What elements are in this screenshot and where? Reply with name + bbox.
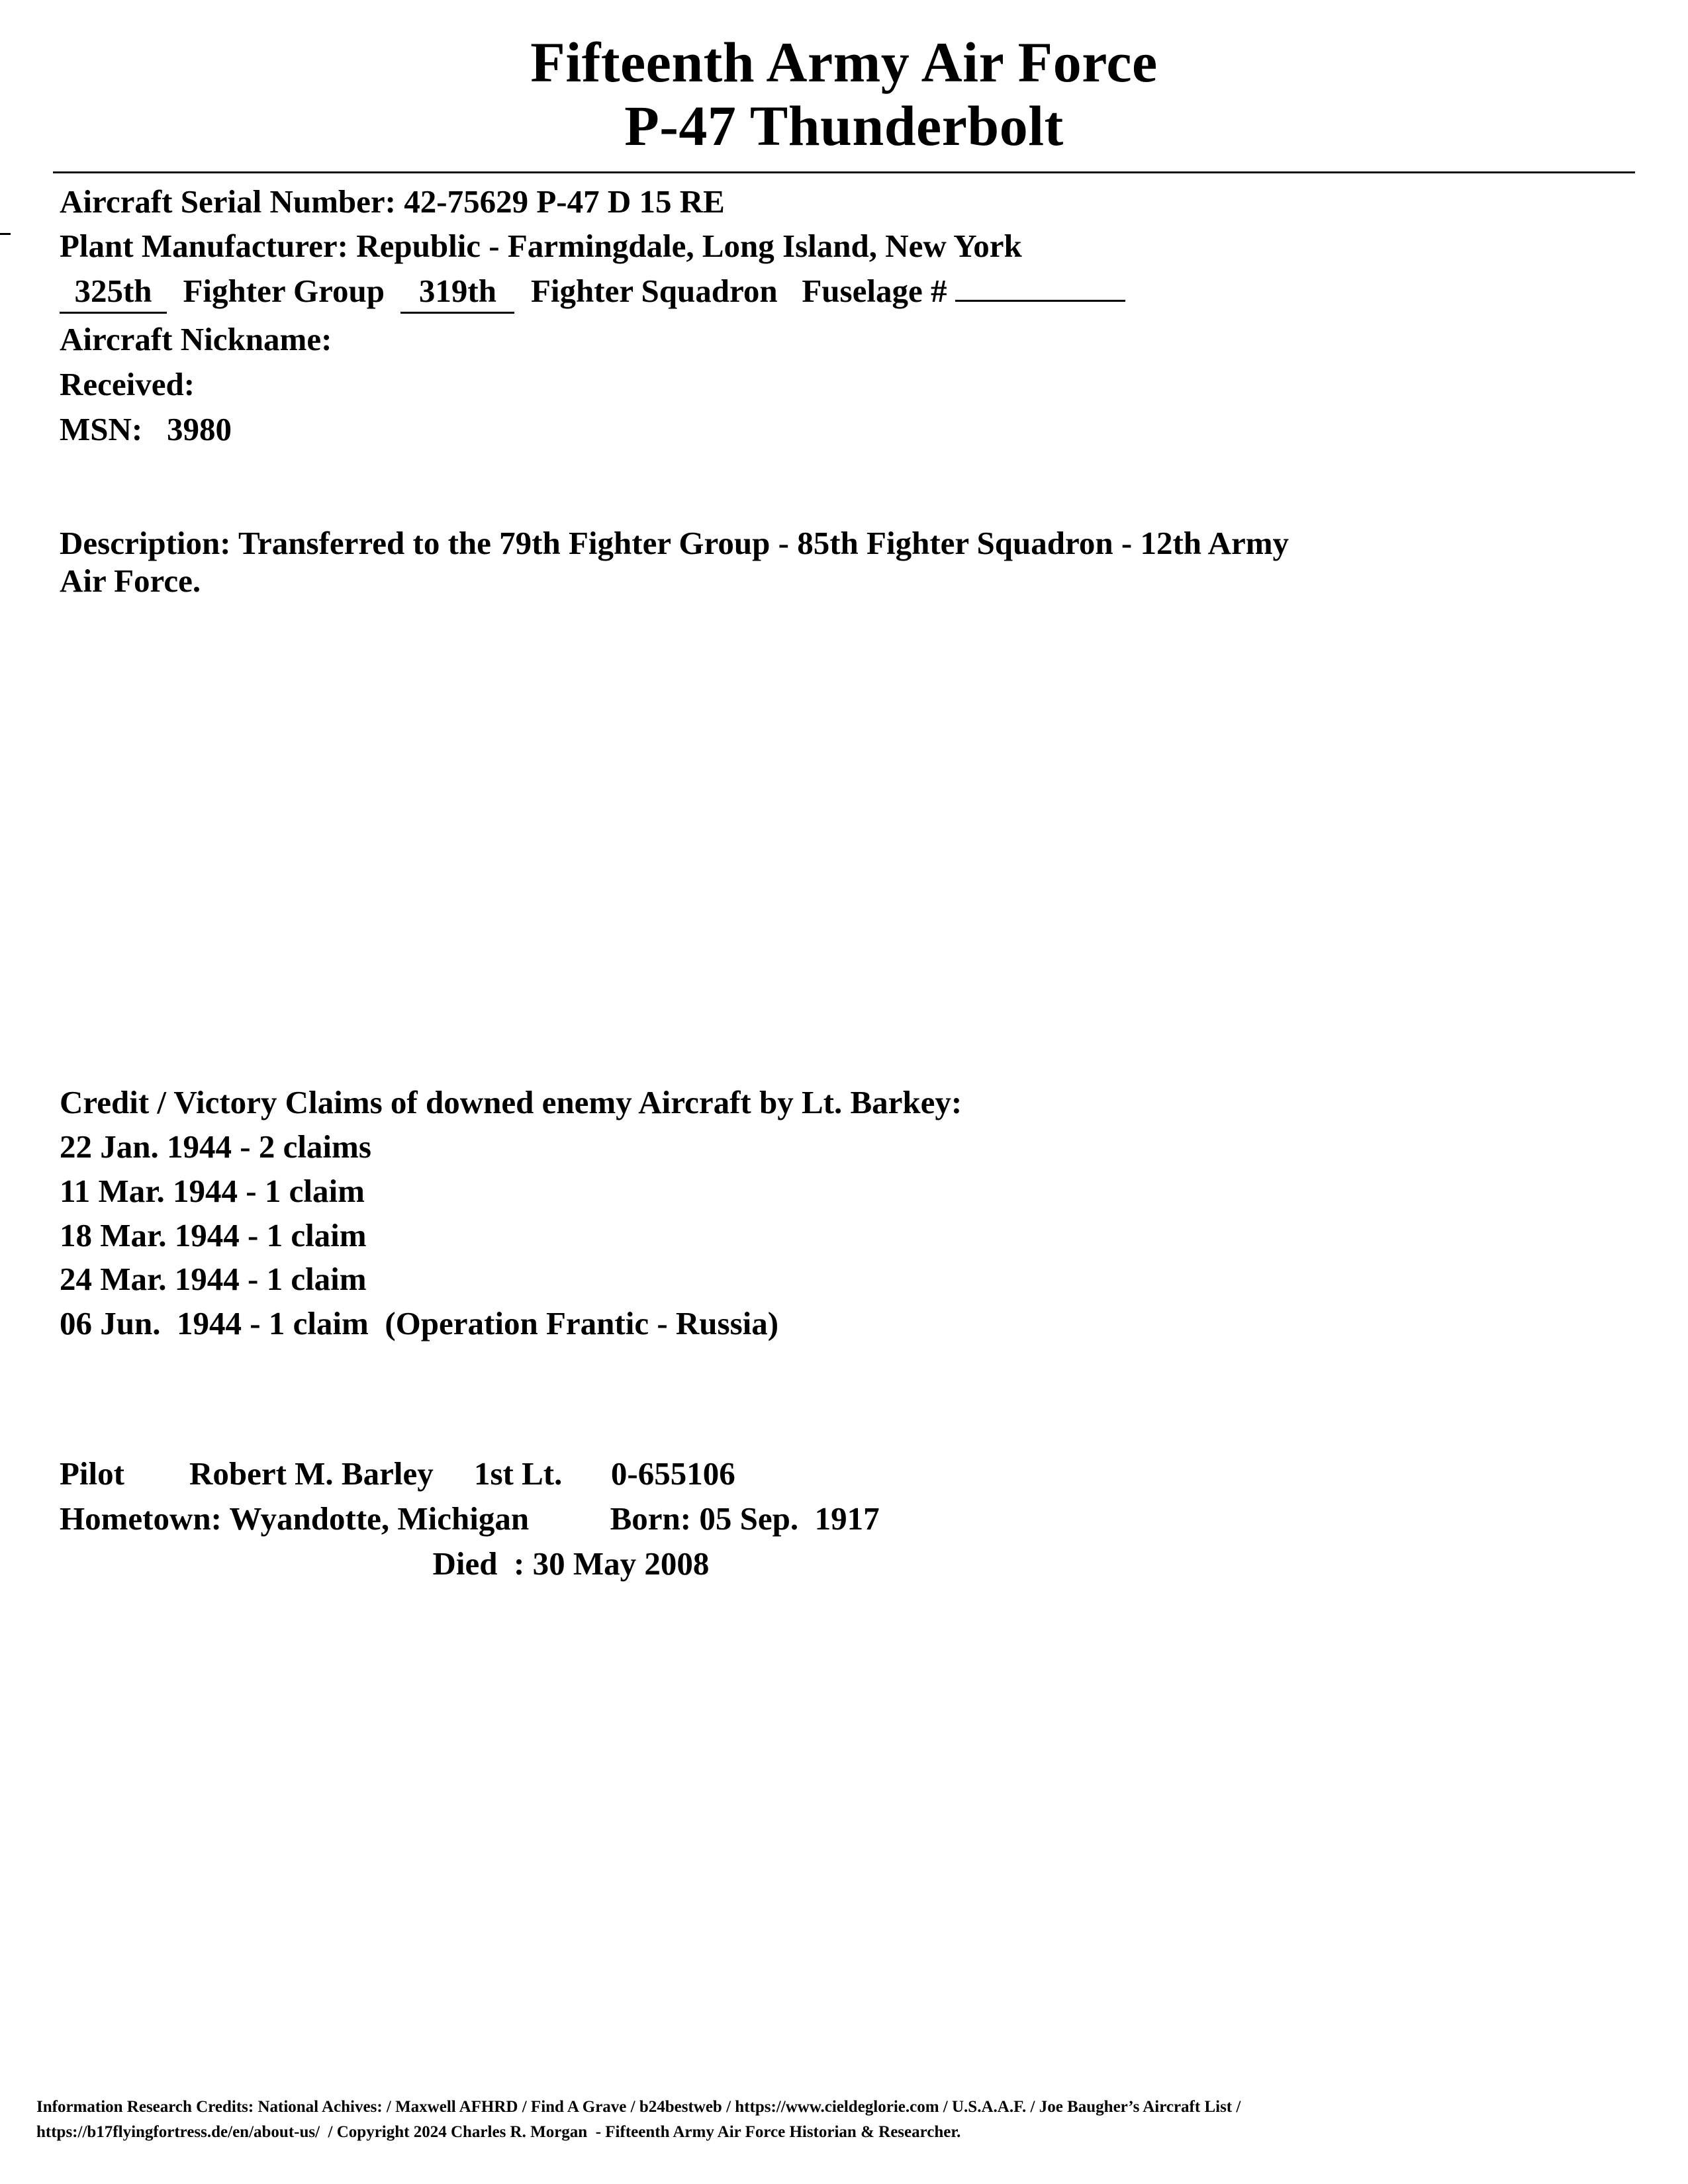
- fighter-group-label: Fighter Group: [183, 273, 385, 310]
- document-footer: [0, 2095, 1688, 2144]
- claim-item-3: 18 Mar. 1944 - 1 claim: [60, 1216, 367, 1253]
- pilot-section: [60, 1455, 1628, 1582]
- msn-value: 3980: [166, 410, 232, 447]
- claim-item-2: 11 Mar. 1944 - 1 claim: [60, 1172, 365, 1209]
- died-label: Died :: [432, 1545, 525, 1582]
- spacer-description-to-claims: [60, 607, 1628, 1083]
- born-label: Born:: [610, 1500, 692, 1537]
- received-label: Received:: [60, 365, 195, 402]
- plant-manufacturer-row: [60, 227, 1628, 265]
- fighter-squadron-value: 319th: [400, 272, 514, 314]
- footer-line-1: Information Research Credits: National Achives: / Maxwell AFHRD / Find A Grave / b24bestweb / https://www.cieldeglorie.com / U.S.A.A.F. / Joe Baugher’s Aircraft List /: [36, 2098, 1241, 2116]
- spacer-before-pilot: [60, 1420, 1628, 1455]
- msn-label: MSN:: [60, 410, 143, 447]
- spacer-after-msn: [60, 455, 1628, 490]
- born-value: 05 Sep. 1917: [699, 1500, 880, 1537]
- description-label: Description:: [60, 524, 231, 561]
- hometown-row: [60, 1500, 1628, 1538]
- document-header: [0, 0, 1688, 173]
- claim-item-1: 22 Jan. 1944 - 2 claims: [60, 1128, 371, 1165]
- serial-number-label: Aircraft Serial Number:: [60, 183, 396, 220]
- fighter-group-value: 325th: [60, 272, 167, 314]
- claims-heading: Credit / Victory Claims of downed enemy Aircraft by Lt. Barkey:: [60, 1084, 962, 1121]
- spacer-claims-to-pilot: [60, 1349, 1628, 1420]
- nickname-row: [60, 320, 1628, 359]
- description-row: [60, 524, 1331, 601]
- fuselage-number-label: Fuselage #: [802, 273, 947, 310]
- page-title-line-1: Fifteenth Army Air Force: [530, 30, 1158, 94]
- fuselage-number-value: [955, 298, 1125, 302]
- group-squadron-row: [60, 272, 1628, 314]
- claim-item-4: 24 Mar. 1944 - 1 claim: [60, 1261, 367, 1298]
- received-row: [60, 365, 1628, 404]
- hometown-label: Hometown:: [60, 1500, 222, 1537]
- document-body: [0, 173, 1688, 1583]
- plant-manufacturer-value: Republic - Farmingdale, Long Island, New York: [356, 228, 1022, 265]
- page-edge-mark: [0, 233, 11, 235]
- serial-number-row: [60, 183, 1628, 221]
- spacer-before-description: [60, 490, 1628, 524]
- page-title-line-2: P-47 Thunderbolt: [624, 94, 1064, 158]
- msn-row: [60, 410, 1628, 449]
- hometown-value: Wyandotte, Michigan: [229, 1500, 530, 1537]
- died-row: [60, 1545, 1628, 1583]
- serial-number-value: 42-75629 P-47 D 15 RE: [404, 183, 725, 220]
- claim-item-5: 06 Jun. 1944 - 1 claim (Operation Frantic - Russia): [60, 1305, 779, 1342]
- description-text: Transferred to the 79th Fighter Group - 85th Fighter Squadron - 12th Army Air Force.: [60, 524, 1289, 600]
- plant-manufacturer-label: Plant Manufacturer:: [60, 228, 348, 265]
- pilot-serial-number: 0-655106: [610, 1455, 735, 1492]
- nickname-label: Aircraft Nickname:: [60, 321, 332, 358]
- pilot-label: Pilot: [60, 1455, 124, 1492]
- died-value: 30 May 2008: [532, 1545, 710, 1582]
- pilot-rank: 1st Lt.: [473, 1455, 563, 1492]
- pilot-name: Robert M. Barley: [189, 1455, 434, 1492]
- footer-line-2: https://b17flyingfortress.de/en/about-us/ / Copyright 2024 Charles R. Morgan - Fifteenth Army Air Force Historian & Researcher.: [36, 2122, 961, 2141]
- fighter-squadron-label: Fighter Squadron: [530, 273, 778, 310]
- pilot-row: [60, 1455, 1628, 1493]
- victory-claims-section: [60, 1083, 1628, 1343]
